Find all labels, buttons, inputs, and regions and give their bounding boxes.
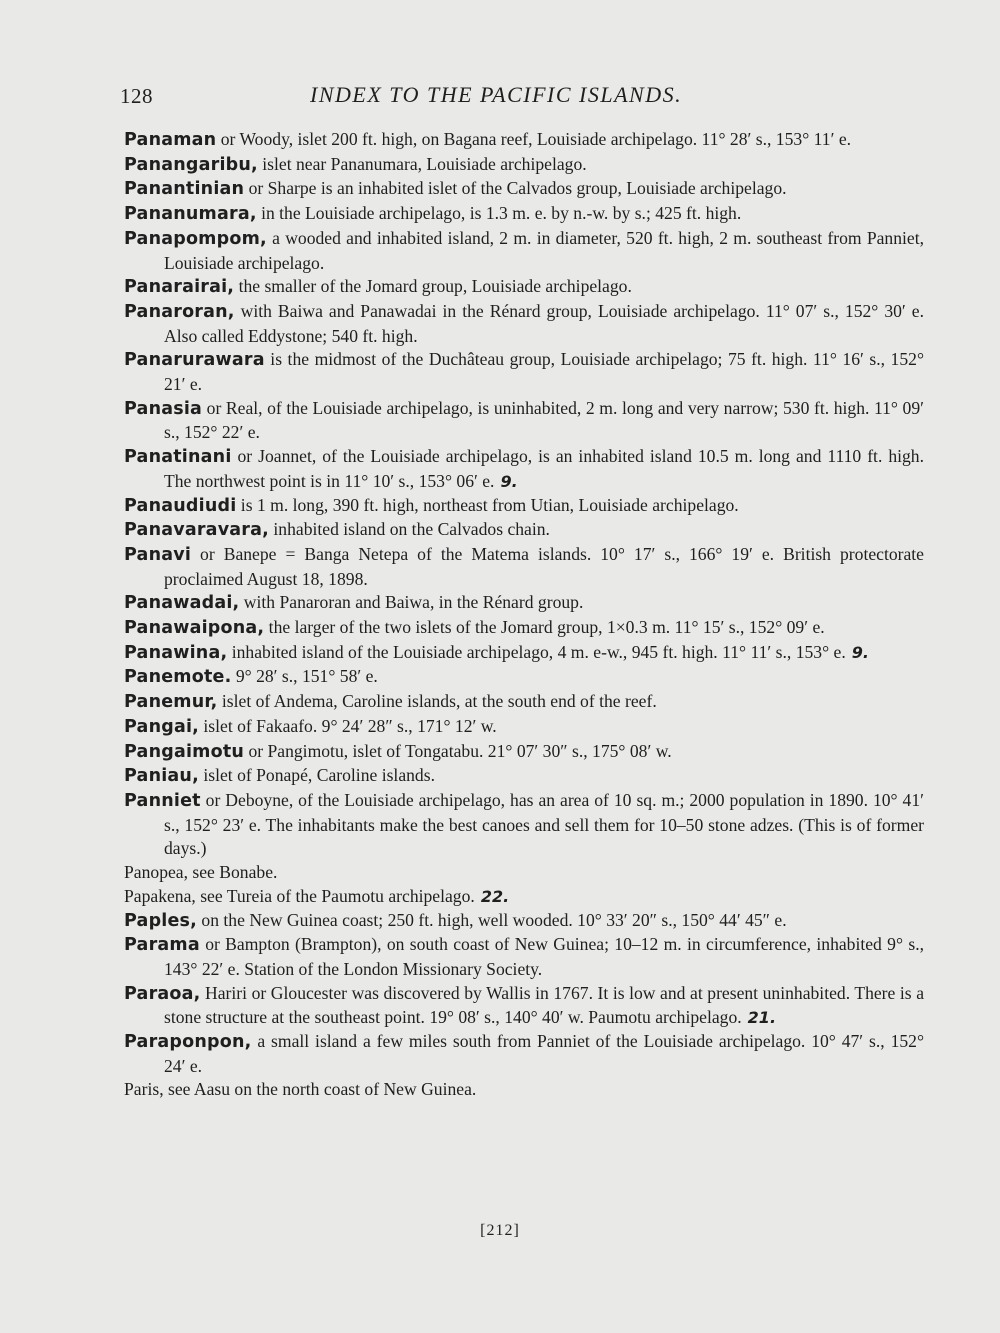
entry-description: or Banepe = Banga Netepa of the Matema islands. 10° 17′ s., 166° 19′ e. British protectorate proclaimed August 18, 1898. [164, 543, 924, 589]
entry-description: or Sharpe is an inhabited islet of the Calvados group, Louisiade archipelago. [244, 178, 787, 199]
entry-description: islet near Pananumara, Louisiade archipelago. [257, 153, 587, 174]
entry-description: a small island a few miles south from Panniet of the Louisiade archipelago. 10° 47′ s., 152° 24′ e. [164, 1031, 924, 1076]
entry-headword: Paniau, [124, 766, 199, 787]
entry-headword: Panawina, [124, 642, 228, 663]
index-entry [124, 885, 924, 909]
entry-headword: Panemur, [124, 692, 218, 713]
entry-headword: Panarairai, [124, 277, 235, 298]
index-entry [124, 1078, 924, 1102]
entry-text: Papakena, see Tureia of the Paumotu archipelago. [124, 885, 475, 906]
index-entry [124, 1030, 924, 1078]
entry-headword: Panavi [124, 544, 192, 565]
entry-description: or Deboyne, of the Louisiade archipelago, has an area of 10 sq. m.; 2000 population in 1890. 10° 41′ s., 152° 23′ e. The inhabitants make the best canoes and sell them for 10–50 stone adzes. (This is of former days.) [164, 789, 924, 859]
entry-headword: Panavaravara, [124, 520, 269, 541]
index-entry [124, 933, 924, 981]
index-entry [124, 445, 924, 493]
entry-description: is 1 m. long, 390 ft. high, northeast from Utian, Louisiade archipelago. [236, 494, 739, 515]
entry-headword: Panaman [124, 130, 217, 150]
entry-description: or Joannet, of the Louisiade archipelago, is an inhabited island 10.5 m. long and 1110 ft. high. The northwest point is in 11° 10′ s., 153° 06′ e. [164, 446, 924, 491]
entry-headword: Panemote. [124, 667, 232, 688]
index-entry [124, 665, 924, 690]
index-entry [124, 543, 924, 591]
entry-description: Hariri or Gloucester was discovered by Wallis in 1767. It is low and at present uninhabited. There is a stone structure at the southeast point. 19° 08′ s., 140° 40′ w. Paumotu archipelago. [164, 982, 924, 1028]
entry-headword: Pangai, [124, 716, 200, 737]
entry-description: or Pangimotu, islet of Tongatabu. 21° 07′ 30″ s., 175° 08′ w. [244, 740, 672, 761]
index-entry [124, 764, 924, 789]
index-entry [124, 128, 924, 153]
index-entry [124, 715, 924, 740]
entry-headword: Pananumara, [124, 204, 257, 225]
index-entry [124, 690, 924, 715]
entry-description: islet of Andema, Caroline islands, at the south end of the reef. [217, 691, 657, 712]
page-header [120, 82, 930, 116]
running-title: INDEX TO THE PACIFIC ISLANDS. [310, 82, 683, 107]
entry-description: or Real, of the Louisiade archipelago, is uninhabited, 2 m. long and very narrow; 530 ft. high. 11° 09′ s., 152° 22′ e. [164, 397, 924, 443]
entry-description: islet of Ponapé, Caroline islands. [198, 765, 435, 786]
index-entry [124, 202, 924, 227]
entry-headword: Panantinian [124, 179, 245, 200]
index-entry [124, 591, 924, 616]
entry-description: or Woody, islet 200 ft. high, on Bagana reef, Louisiade archipelago. 11° 28′ s., 153° 11′ e. [216, 129, 852, 149]
entry-reference-number: 21. [747, 1008, 777, 1028]
index-entry [124, 789, 924, 861]
index-entry [124, 861, 924, 885]
entry-description: islet of Fakaafo. 9° 24′ 28″ s., 171° 12′ w. [199, 715, 497, 736]
index-entry [124, 227, 924, 275]
entry-headword: Panapompom, [124, 228, 267, 249]
entry-reference-number: 9. [500, 471, 518, 491]
footer-page-ref: [212] [480, 1222, 520, 1239]
entry-description: on the New Guinea coast; 250 ft. high, well wooded. 10° 33′ 20″ s., 150° 44′ 45″ e. [197, 909, 787, 930]
entry-description: the smaller of the Jomard group, Louisiade archipelago. [234, 276, 632, 297]
entry-headword: Panasia [124, 398, 203, 419]
entry-reference-number: 22. [480, 886, 510, 906]
entry-description: in the Louisiade archipelago, is 1.3 m. e. by n.-w. by s.; 425 ft. high. [256, 203, 742, 224]
entry-description: the larger of the two islets of the Jomard group, 1×0.3 m. 11° 15′ s., 152° 09′ e. [264, 617, 825, 638]
entry-headword: Pangaimotu [124, 741, 245, 762]
index-entry [124, 300, 924, 348]
entry-description: a wooded and inhabited island, 2 m. in diameter, 520 ft. high, 2 m. southeast from Panniet, Louisiade archipelago. [164, 227, 924, 273]
index-entry [124, 397, 924, 445]
index-entry [124, 348, 924, 396]
index-entry [124, 518, 924, 543]
entry-description: 9° 28′ s., 151° 58′ e. [231, 666, 378, 687]
page-footer [0, 1222, 1000, 1240]
entry-description: inhabited island of the Louisiade archipelago, 4 m. e-w., 945 ft. high. 11° 11′ s., 153° e. [227, 641, 846, 662]
entry-headword: Paraponpon, [124, 1032, 252, 1053]
entry-description: is the midmost of the Duchâteau group, Louisiade archipelago; 75 ft. high. 11° 16′ s., 152° 21′ e. [164, 349, 924, 395]
entry-headword: Panangaribu, [124, 154, 258, 175]
entry-headword: Paraoa, [124, 983, 201, 1004]
entry-text: Paris, see Aasu on the north coast of New Guinea. [124, 1079, 477, 1100]
entry-headword: Panawadai, [124, 593, 240, 614]
entry-description: with Panaroran and Baiwa, in the Rénard group. [239, 592, 584, 613]
index-entries [124, 128, 924, 1102]
entry-description: or Bampton (Brampton), on south coast of New Guinea; 10–12 m. in circumference, inhabited 9° s., 143° 22′ e. Station of the London Missionary Society. [164, 934, 924, 979]
index-entry [124, 494, 924, 519]
index-entry [124, 909, 924, 934]
index-entry [124, 641, 924, 666]
entry-headword: Panarurawara [124, 350, 265, 371]
entry-text: Panopea, see Bonabe. [124, 862, 278, 883]
entry-headword: Panawaipona, [124, 618, 265, 639]
entry-headword: Panaroran, [124, 301, 235, 322]
index-entry [124, 275, 924, 300]
index-entry [124, 153, 924, 178]
entry-headword: Parama [124, 935, 200, 956]
page-number: 128 [120, 84, 153, 108]
index-entry [124, 177, 924, 202]
entry-headword: Panaudiudi [124, 495, 237, 516]
entry-description: with Baiwa and Panawadai in the Rénard group, Louisiade archipelago. 11° 07′ s., 152° 30′ e. Also called Eddystone; 540 ft. high. [164, 300, 924, 346]
index-entry [124, 982, 924, 1030]
entry-reference-number: 9. [851, 642, 869, 662]
entry-headword: Paples, [124, 910, 198, 931]
index-entry [124, 740, 924, 765]
index-entry [124, 616, 924, 641]
entry-headword: Panniet [124, 790, 201, 811]
entry-description: inhabited island on the Calvados chain. [269, 519, 550, 540]
entry-headword: Panatinani [124, 447, 232, 468]
